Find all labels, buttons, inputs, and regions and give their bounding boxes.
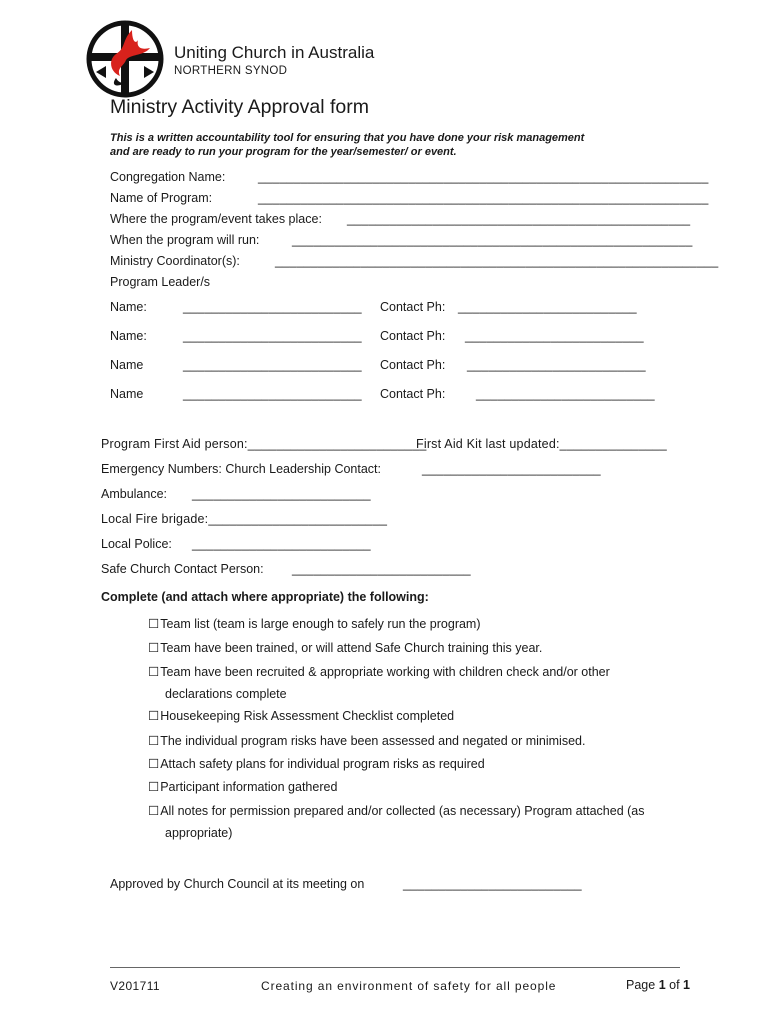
leader-contact-label: Contact Ph: <box>380 358 446 372</box>
checklist-item[interactable] <box>148 756 485 771</box>
leader-name-field[interactable]: _________________________ <box>183 329 362 343</box>
leader-name-label: Name <box>110 358 144 372</box>
org-name: Uniting Church in Australia <box>174 43 375 62</box>
emergency-contact-field[interactable]: _________________________ <box>422 462 601 476</box>
leader-name-field[interactable]: _________________________ <box>183 300 362 314</box>
approval-date-field[interactable]: _________________________ <box>403 877 582 891</box>
leader-name-label: Name: <box>110 300 147 314</box>
leader-contact-label: Contact Ph: <box>380 387 446 401</box>
intro-line-1: This is a written accountability tool for ensuring that you have done your risk management <box>110 132 585 144</box>
fire-brigade-field[interactable]: Local Fire brigade:_________________________ <box>101 512 388 526</box>
location-field[interactable]: ________________________________________________ <box>347 212 691 226</box>
page-of: of <box>669 978 680 992</box>
checklist-item-label: Participant information gathered <box>160 780 338 794</box>
checkbox-icon[interactable]: ☐ <box>148 780 160 794</box>
page-word: Page <box>626 978 656 992</box>
checklist-item[interactable] <box>148 779 337 794</box>
page-current: 1 <box>658 978 666 992</box>
safe-church-label: Safe Church Contact Person: <box>101 562 264 576</box>
form-intro <box>110 132 670 159</box>
leader-name-label: Name: <box>110 329 147 343</box>
ambulance-field[interactable]: _________________________ <box>192 487 371 501</box>
leader-contact-label: Contact Ph: <box>380 300 446 314</box>
location-label: Where the program/event takes place: <box>110 212 322 226</box>
leader-name-label: Name <box>110 387 144 401</box>
checkbox-icon[interactable]: ☐ <box>148 734 160 748</box>
checkbox-icon[interactable]: ☐ <box>148 641 160 655</box>
checklist-item-label: Housekeeping Risk Assessment Checklist completed <box>160 709 455 723</box>
leader-contact-field[interactable]: _________________________ <box>467 358 646 372</box>
leader-contact-field[interactable]: _________________________ <box>458 300 637 314</box>
emergency-contact-label: Emergency Numbers: Church Leadership Contact: <box>101 462 381 476</box>
first-aid-person-field[interactable]: Program First Aid person:_________________________ <box>101 437 427 451</box>
schedule-field[interactable]: ________________________________________________________ <box>292 233 693 247</box>
congregation-label: Congregation Name: <box>110 170 226 184</box>
leader-contact-label: Contact Ph: <box>380 329 446 343</box>
leader-contact-field[interactable]: _________________________ <box>465 329 644 343</box>
checklist-item[interactable] <box>148 616 481 631</box>
coordinators-field[interactable]: ______________________________________________________________ <box>275 254 719 268</box>
schedule-label: When the program will run: <box>110 233 260 247</box>
checklist-item-label: Attach safety plans for individual program risks as required <box>160 757 485 771</box>
coordinators-label: Ministry Coordinator(s): <box>110 254 240 268</box>
program-leaders-heading: Program Leader/s <box>110 275 211 289</box>
checkbox-icon[interactable]: ☐ <box>148 665 160 679</box>
checklist-item-continuation: declarations complete <box>165 687 287 701</box>
first-aid-kit-field[interactable]: First Aid Kit last updated:_______________ <box>416 437 667 451</box>
uniting-church-logo <box>86 20 164 98</box>
safe-church-field[interactable]: _________________________ <box>292 562 471 576</box>
program-name-label: Name of Program: <box>110 191 213 205</box>
checklist-item[interactable] <box>148 640 542 655</box>
police-label: Local Police: <box>101 537 172 551</box>
checklist-heading: Complete (and attach where appropriate) the following: <box>101 590 429 604</box>
checkbox-icon[interactable]: ☐ <box>148 804 160 818</box>
synod-name: NORTHERN SYNOD <box>174 65 288 77</box>
approval-label: Approved by Church Council at its meeting on <box>110 877 365 891</box>
checkbox-icon[interactable]: ☐ <box>148 757 160 771</box>
checkbox-icon[interactable]: ☐ <box>148 617 160 631</box>
checklist-item-label: Team have been trained, or will attend Safe Church training this year. <box>160 641 543 655</box>
checkbox-icon[interactable]: ☐ <box>148 709 160 723</box>
footer-divider <box>110 967 680 968</box>
police-field[interactable]: _________________________ <box>192 537 371 551</box>
footer-tagline: Creating an environment of safety for all people <box>261 979 557 993</box>
checklist-item-label: All notes for permission prepared and/or collected (as necessary) Program attached (as <box>160 804 645 818</box>
checklist-item[interactable] <box>148 708 454 723</box>
checklist-item[interactable] <box>148 664 610 679</box>
checklist-item[interactable] <box>148 803 644 818</box>
page-number <box>626 978 690 992</box>
program-name-field[interactable]: _______________________________________________________________ <box>258 191 709 205</box>
checklist-item[interactable] <box>148 733 585 748</box>
page-total: 1 <box>683 978 690 992</box>
version-code: V201711 <box>110 979 160 993</box>
leader-name-field[interactable]: _________________________ <box>183 387 362 401</box>
checklist-item-continuation: appropriate) <box>165 826 233 840</box>
form-title: Ministry Activity Approval form <box>110 96 369 118</box>
leader-contact-field[interactable]: _________________________ <box>476 387 655 401</box>
leader-name-field[interactable]: _________________________ <box>183 358 362 372</box>
checklist-item-label: Team have been recruited & appropriate working with children check and/or other <box>160 665 610 679</box>
intro-line-2: and are ready to run your program for the year/semester/ or event. <box>110 145 457 158</box>
congregation-field[interactable]: _______________________________________________________________ <box>258 170 709 184</box>
ambulance-label: Ambulance: <box>101 487 168 501</box>
checklist-item-label: The individual program risks have been assessed and negated or minimised. <box>160 734 586 748</box>
checklist-item-label: Team list (team is large enough to safely run the program) <box>160 617 481 631</box>
